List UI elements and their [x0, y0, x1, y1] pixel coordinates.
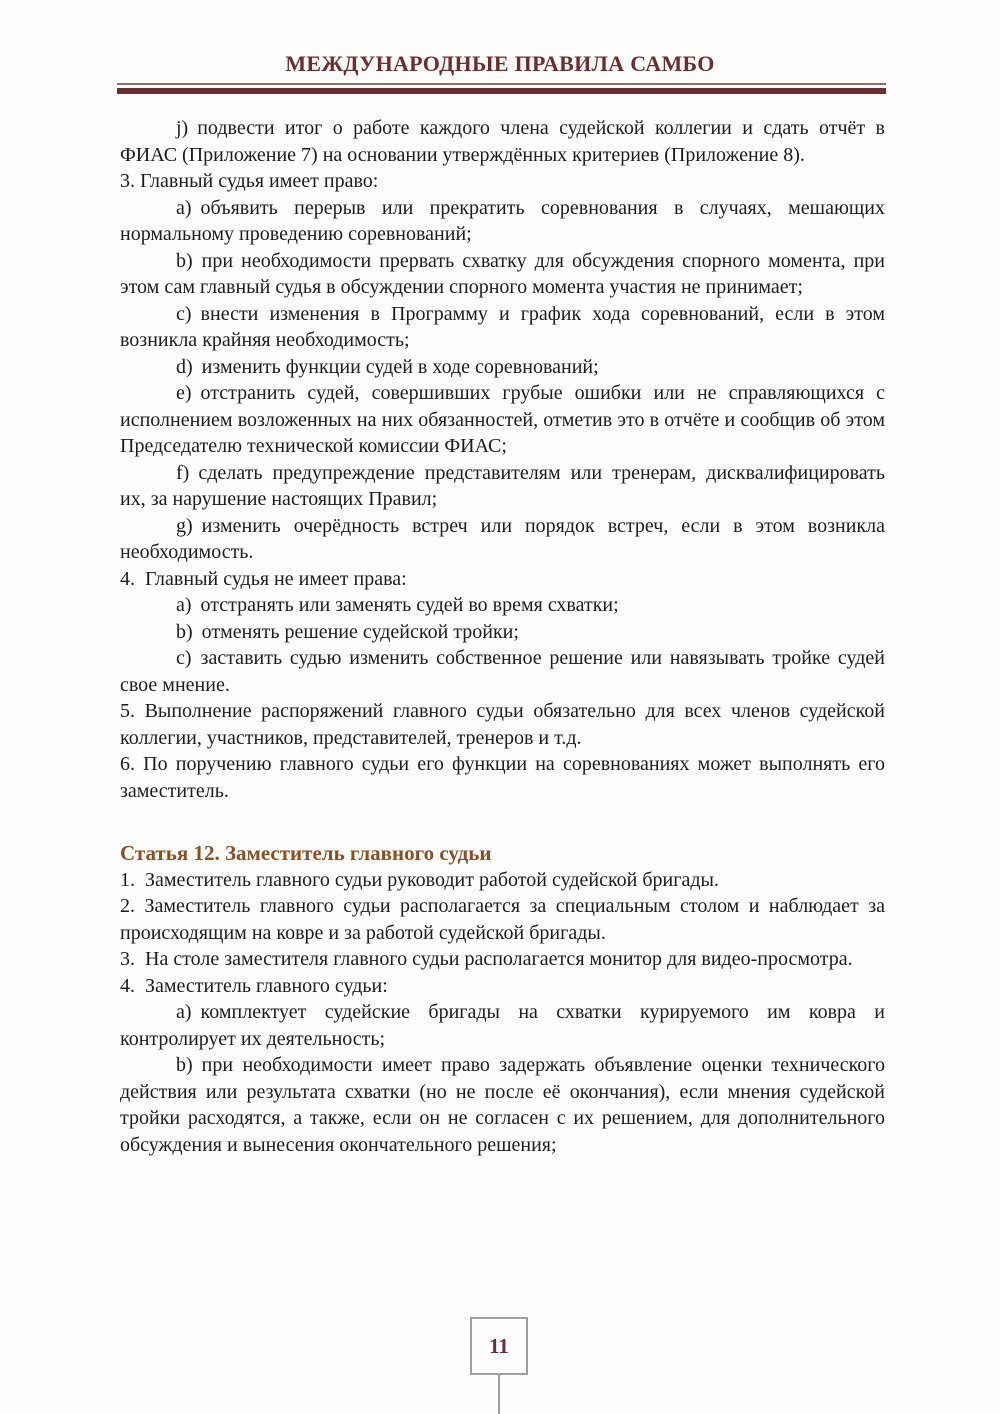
page-title: МЕЖДУНАРОДНЫЕ ПРАВИЛА САМБО	[285, 51, 715, 76]
list-marker: a)	[176, 196, 192, 219]
paragraph: e) отстранить судей, совершивших грубые ошибки или не справляющихся с исполнением возложенных на них обязанностей, отметив это в отчёте и сообщив об этом Председателю технической комиссии ФИАС;	[120, 382, 885, 457]
list-marker: g)	[176, 514, 193, 537]
paragraph: b) при необходимости прервать схватку для обсуждения спорного момента, при этом сам главный судья в обсуждении спорного момента участия не принимает;	[120, 249, 885, 298]
paragraph: f) сделать предупреждение представителям или тренерам, дисквалифицировать их, за нарушение настоящих Правил;	[120, 461, 885, 510]
paragraph: g) изменить очерёдность встреч или порядок встреч, если в этом возникла необходимость.	[120, 514, 885, 563]
header-rule-thick-line	[117, 88, 886, 94]
footer-vertical-line	[498, 1375, 500, 1414]
list-marker: a)	[176, 594, 192, 616]
page-number-box	[470, 1317, 528, 1375]
list-marker: c)	[176, 647, 192, 669]
list-marker: b)	[176, 249, 193, 272]
paragraph: 3. Главный судья имеет право:	[120, 170, 379, 192]
list-marker: c)	[176, 302, 192, 325]
paragraph: j) подвести итог о работе каждого члена судейской коллегии и сдать отчёт в ФИАС (Приложение 7) на основании утверждённых критериев (Приложение 8).	[120, 117, 885, 166]
paragraph: 2. Заместитель главного судьи располагается за специальным столом и наблюдает за происходящим на ковре и за работой судейской бригады.	[120, 895, 885, 944]
page-number: 11	[489, 1333, 509, 1358]
header-rule	[117, 83, 886, 94]
list-marker: j)	[176, 117, 189, 139]
list-marker: b)	[176, 1054, 193, 1076]
paragraph: 1. Заместитель главного судьи руководит работой судейской бригады.	[120, 868, 719, 891]
page-header	[0, 0, 1000, 94]
paragraph: a) отстранять или заменять судей во время схватки;	[176, 594, 619, 616]
paragraph: c) заставить судью изменить собственное решение или навязывать тройке судей свое мнение.	[120, 647, 885, 696]
paragraph: d) изменить функции судей в ходе соревнований;	[176, 355, 599, 378]
list-marker: d)	[176, 355, 193, 378]
list-marker: f)	[176, 461, 190, 484]
paragraph: 5. Выполнение распоряжений главного судьи обязательно для всех членов судейской коллегии, участников, представителей, тренеров и т.д.	[120, 700, 885, 749]
paragraph: b) при необходимости имеет право задержать объявление оценки технического действия или результата схватки (но не после её окончания), если мнения судейской тройки расходятся, а также, если он не согласен с их решением, для дополнительного обсуждения и вынесения окончательного решения;	[120, 1054, 885, 1156]
list-marker: a)	[176, 1001, 192, 1023]
paragraph: 6. По поручению главного судьи его функции на соревнованиях может выполнять его заместитель.	[120, 753, 885, 802]
section-heading: Статья 12. Заместитель главного судьи	[120, 841, 492, 865]
paragraph: c) внести изменения в Программу и график хода соревнований, если в этом возникла крайняя необходимость;	[120, 302, 885, 351]
list-marker: b)	[176, 620, 193, 643]
paragraph: 3. На столе заместителя главного судьи располагается монитор для видео-просмотра.	[120, 948, 853, 970]
paragraph: 4. Главный судья не имеет права:	[120, 567, 407, 590]
document-body	[120, 115, 885, 1158]
paragraph: a) объявить перерыв или прекратить соревнования в случаях, мешающих нормальному проведению соревнований;	[120, 196, 885, 245]
paragraph: b) отменять решение судейской тройки;	[176, 620, 519, 643]
paragraph: 4. Заместитель главного судьи:	[120, 974, 388, 997]
list-marker: e)	[176, 382, 192, 404]
paragraph: a) комплектует судейские бригады на схватки курируемого им ковра и контролирует их деятельность;	[120, 1001, 885, 1050]
